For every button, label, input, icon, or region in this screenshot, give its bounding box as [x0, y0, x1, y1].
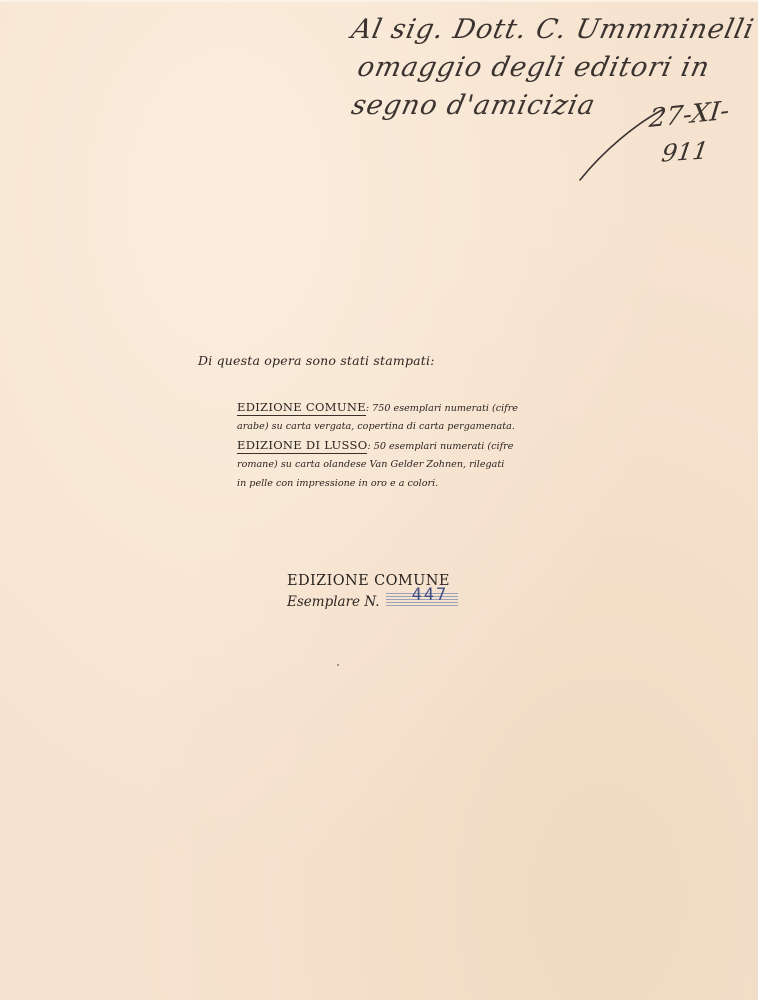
edition-common-row-2: arabe) su carta vergata, copertina di carta pergamenata. — [237, 421, 515, 432]
dedication-line-1: Al sig. Dott. C. Ummminelli — [348, 14, 758, 45]
dedication-line-2: omaggio degli editori in — [354, 52, 713, 83]
copy-label: Esemplare N. — [287, 594, 380, 610]
copy-number-block — [287, 573, 458, 610]
copy-edition-label: EDIZIONE COMUNE — [287, 573, 450, 589]
colophon-intro: Di questa opera sono stati stampati: — [198, 353, 435, 368]
edition-luxury-row-1 — [237, 436, 514, 455]
editions-list — [237, 398, 518, 493]
edition-common-name: EDIZIONE COMUNE — [237, 400, 366, 414]
paper-speck — [337, 664, 339, 666]
edition-luxury-text-1: : 50 esemplari numerati (cifre — [367, 441, 514, 452]
dedication-line-3: segno d'amicizia — [348, 90, 599, 121]
edition-luxury-row-3: in pelle con impressione in oro e a colori. — [237, 478, 439, 489]
edition-luxury-row-2: romane) su carta olandese Van Gelder Zohnen, rilegati — [237, 459, 505, 470]
copy-number-field — [386, 585, 458, 607]
edition-common-text-1: : 750 esemplari numerati (cifre — [365, 403, 518, 414]
dedication-date-line-2: 911 — [659, 136, 711, 168]
dedication-date-line-1: 27-XI- — [647, 95, 731, 135]
copy-number-row — [287, 585, 458, 610]
copy-number-stamp: 447 — [411, 585, 449, 605]
edition-luxury-name: EDIZIONE DI LUSSO — [237, 438, 368, 452]
handwritten-dedication — [340, 8, 758, 183]
edition-common-row-1 — [237, 398, 518, 417]
